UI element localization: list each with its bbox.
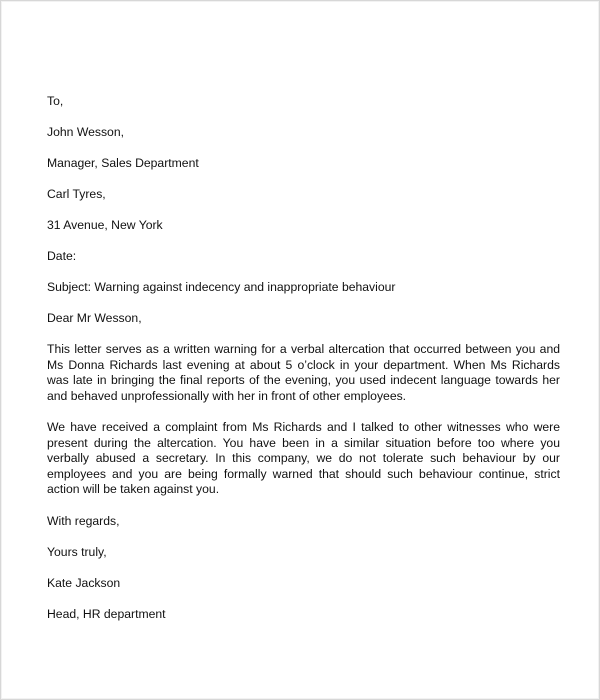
closing-line: With regards, [47, 513, 120, 528]
address-line: 31 Avenue, New York [47, 218, 163, 232]
salutation: Dear Mr Wesson, [47, 311, 142, 325]
to-line: To, [47, 94, 64, 108]
recipient-name: John Wesson, [47, 125, 125, 139]
warning-letter [47, 94, 560, 622]
body-paragraph-1: This letter serves as a written warning for a verbal altercation that occurred between you and Ms Donna Richards last evening at about 5 o’clock in your department. When Ms Richards was late in bringing the final reports of the evening, you used indecent language towards her and behaved unprofessionally with her in front of other employees. [47, 342, 560, 403]
signer-title: Head, HR department [47, 606, 166, 621]
subject-line: Subject: Warning against indecency and inappropriate behaviour [47, 280, 396, 294]
signer-name: Kate Jackson [47, 575, 121, 590]
body-paragraph-2: We have received a complaint from Ms Richards and I talked to other witnesses who were present during the altercation. You have been in a similar situation before too where you verbally abused a secretary. In this company, we do not tolerate such behaviour by our employees and you are being formally warned that should such behaviour continue, strict action will be taken against you. [47, 420, 560, 496]
date-line: Date: [47, 249, 77, 263]
sign-off-line: Yours truly, [47, 544, 107, 559]
recipient-title: Manager, Sales Department [47, 156, 199, 170]
company-name: Carl Tyres, [47, 187, 106, 201]
